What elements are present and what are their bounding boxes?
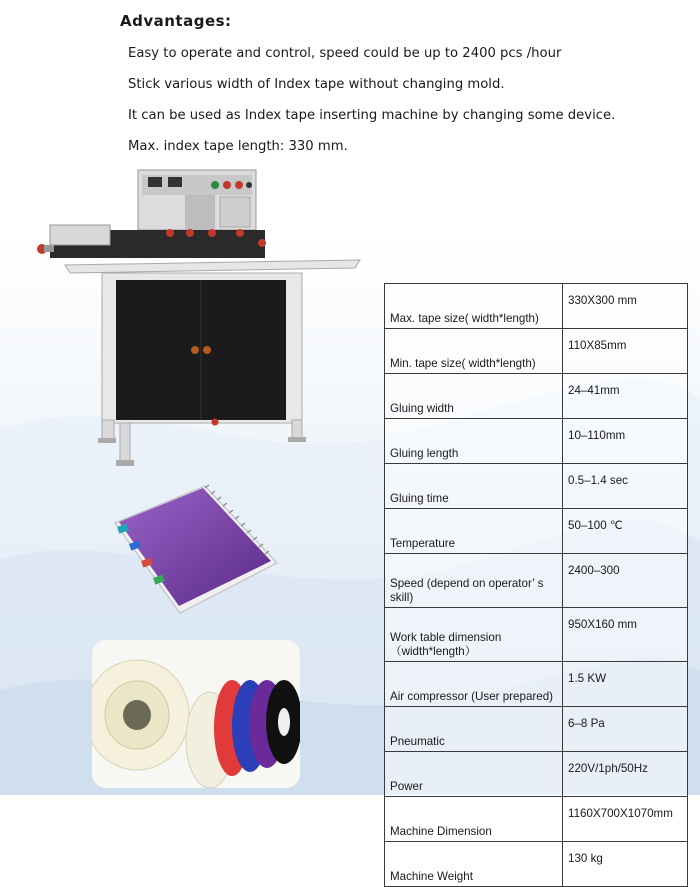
spec-label: Speed (depend on operator’ s skill): [385, 554, 563, 608]
table-row: [385, 419, 688, 464]
table-row: [385, 374, 688, 419]
spec-value: 24–41mm: [563, 374, 688, 419]
spec-label: Gluing time: [385, 464, 563, 509]
spec-value: 1.5 KW: [563, 662, 688, 707]
spec-label: Temperature: [385, 509, 563, 554]
spec-label: Gluing width: [385, 374, 563, 419]
advantage-item: Max. index tape length: 330 mm.: [128, 139, 348, 154]
spec-value: 50–100 ℃: [563, 509, 688, 554]
table-row: [385, 464, 688, 509]
machine-image: [30, 165, 370, 475]
advantage-item: Stick various width of Index tape without changing mold.: [128, 77, 505, 92]
spec-value: 2400–300: [563, 554, 688, 608]
spec-label: Air compressor (User prepared): [385, 662, 563, 707]
table-row: [385, 797, 688, 842]
table-row: [385, 554, 688, 608]
spec-value: 1160X700X1070mm: [563, 797, 688, 842]
advantage-item: Easy to operate and control, speed could be up to 2400 pcs /hour: [128, 46, 562, 61]
table-row: [385, 752, 688, 797]
spec-label: Power: [385, 752, 563, 797]
notebook-image: [105, 478, 285, 618]
table-row: [385, 509, 688, 554]
table-row: [385, 329, 688, 374]
spec-label: Machine Weight: [385, 842, 563, 887]
spec-label: Pneumatic: [385, 707, 563, 752]
spec-value: 10–110mm: [563, 419, 688, 464]
spec-label: Gluing length: [385, 419, 563, 464]
spec-label: Min. tape size( width*length): [385, 329, 563, 374]
spec-table: [384, 283, 688, 887]
spec-value: 220V/1ph/50Hz: [563, 752, 688, 797]
spec-value: 0.5–1.4 sec: [563, 464, 688, 509]
spec-value: 6–8 Pa: [563, 707, 688, 752]
table-row: [385, 608, 688, 662]
advantages-list: [128, 44, 615, 168]
table-row: [385, 662, 688, 707]
spec-label: Max. tape size( width*length): [385, 284, 563, 329]
spec-value: 330X300 mm: [563, 284, 688, 329]
spec-label: Work table dimension （width*length）: [385, 608, 563, 662]
advantages-heading: Advantages:: [120, 12, 232, 30]
table-row: [385, 707, 688, 752]
spec-value: 130 kg: [563, 842, 688, 887]
spec-label: Machine Dimension: [385, 797, 563, 842]
spec-value: 950X160 mm: [563, 608, 688, 662]
spec-value: 110X85mm: [563, 329, 688, 374]
table-row: [385, 284, 688, 329]
tape-rolls-image: [92, 640, 300, 788]
advantage-item: It can be used as Index tape inserting machine by changing some device.: [128, 108, 616, 123]
table-row: [385, 842, 688, 887]
